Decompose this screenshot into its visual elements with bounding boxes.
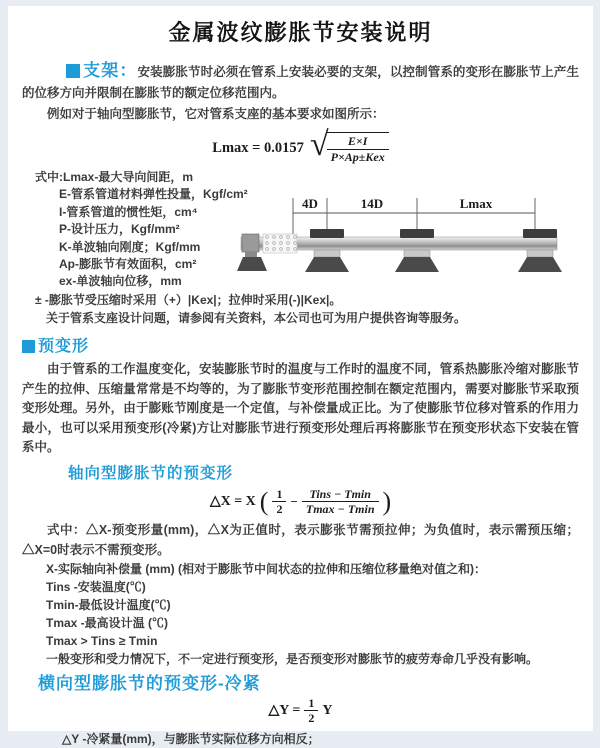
support-intro-text: 安装膨胀节时必须在管系上安装必要的支架，以控制管系的变形在膨胀节上产生的位移方向并限制在膨胀节的额定位移范围内。: [22, 65, 579, 100]
lmax-formula-numerator: E×I: [327, 134, 389, 149]
axial-definition-line: Tmax -最高设计温 (℃): [46, 615, 169, 630]
definition-line: I-管系管道的惯性矩，cm⁴: [59, 204, 198, 219]
axial-definition-line: Tmin-最低设计温度(℃): [46, 597, 171, 612]
axial-formula-explanation: 式中：△X-预变形量(mm)，△X为正值时，表示膨张节需预拉伸；为负值时，表示需预压缩；△X=0时表示不需预变形。: [22, 522, 579, 557]
definition-line: Ap-膨胀节有效面积，cm²: [59, 257, 197, 272]
fraction-numerator: Tins − Tmin: [302, 487, 379, 502]
definitions-and-diagram: [22, 169, 579, 291]
document-page: [8, 6, 593, 746]
dim-label-14d: 14D: [360, 196, 384, 211]
lateral-formula-note: △Y -冷紧量(mm)，与膨胀节实际位移方向相反；: [62, 731, 320, 746]
predeform-section-heading: [22, 336, 579, 358]
axial-formula-lhs: △X = X: [209, 494, 256, 509]
predeform-paragraph: 由于管系的工作温度变化，安装膨胀节时的温度与工作时的温度不同，管系热膨胀冷缩对膨胀节产生的拉伸、压缩量常常是不均等的，为了膨胀节变形范围控制在额定范围内，需要对膨胀节采取预变形处理。另外，由于膨账节刚度是一个定值，与补偿量成正比。为了使膨胀节位移对管系的作用力最小，也可以采用预变形(冷紧)方让对膨胀节进行预变形处理后再将膨胀节在预变形状态下安装在管系中。: [22, 362, 579, 454]
dim-label-lmax: Lmax: [459, 196, 493, 211]
dim-label-4d: 4D: [302, 196, 318, 211]
plusminus-note: ± -膨胀节受压缩时采用（+）|Kex|；拉伸时采用(-)|Kex|。: [35, 293, 342, 307]
guide-support: [305, 229, 349, 272]
lateral-predeform-formula: [22, 696, 579, 726]
page-title: 金属波纹膨胀节安装说明: [168, 20, 433, 45]
lmax-formula-fraction: [327, 134, 389, 164]
axial-definition-line: Tmax > Tins ≥ Tmin: [46, 633, 158, 648]
fraction-numerator: 1: [304, 696, 318, 711]
consult-note: 关于管系支座设计问题，请参阅有关资料，本公司也可为用户提供咨询等服务。: [46, 311, 467, 325]
axial-definition-line: Tins -安装温度(℃): [46, 579, 146, 594]
definition-line: E-管系管道材料弹性投量，Kgf/cm²: [59, 187, 248, 202]
lmax-formula: [22, 126, 579, 167]
lmax-formula-denominator: P×Ap±Kex: [330, 149, 385, 164]
definition-line: ex-单波轴向位移，mm: [59, 274, 182, 289]
fraction-denominator: 2: [276, 502, 283, 516]
fraction-numerator: 1: [272, 487, 286, 502]
lateral-formula-rhs: Y: [322, 702, 333, 718]
definition-line: 式中:Lmax-最大导向间距，m: [35, 170, 194, 184]
axial-definition-line: 一般变形和受力情况下，不一定进行预变形，是否预变形对膨胀节的疲劳寿命几乎没有影响。: [46, 651, 539, 666]
blue-square-bullet-icon: [22, 340, 35, 353]
lateral-predeform-heading: 横向型膨胀节的预变形-冷紧: [38, 673, 261, 693]
definition-line: P-设计压力，Kgf/mm²: [59, 222, 180, 237]
minus-sign: −: [290, 493, 298, 509]
fraction-denominator: 2: [308, 711, 315, 725]
guide-support: [518, 229, 562, 272]
lmax-formula-radicand: [327, 132, 389, 164]
guide-support: [395, 229, 439, 272]
blue-square-bullet-icon: [66, 64, 80, 78]
bellows-section: [263, 234, 297, 253]
support-section-heading: 支架：: [83, 61, 138, 80]
close-paren: ): [382, 486, 392, 516]
lateral-formula-lhs: △Y =: [268, 703, 301, 718]
one-half-fraction: [272, 487, 286, 517]
radical-sign: √: [309, 126, 329, 163]
pipe-support-diagram: [237, 191, 585, 291]
support-intro-paragraph: [22, 60, 579, 104]
axial-definition-line: X-实际轴向补偿量 (mm) (相对于膨胀节中间状态的拉伸和压缩位移量绝对值之和)：: [46, 561, 486, 576]
axial-predeform-formula: [22, 484, 579, 520]
support-example-line: 例如对于轴向型膨胀节，它对管系支座的基本要求如图所示：: [47, 107, 385, 121]
one-half-fraction: [304, 696, 318, 726]
temperature-fraction: [302, 487, 379, 517]
fraction-denominator: Tmax − Tmin: [305, 502, 375, 516]
predeform-heading-text: 预变形: [38, 338, 90, 355]
open-paren: (: [259, 486, 269, 516]
axial-predeform-heading: 轴向型膨胀节的预变形: [68, 464, 234, 482]
lmax-formula-lhs: Lmax = 0.0157: [212, 139, 304, 156]
definition-line: K-单波轴向刚度；Kgf/mm: [59, 239, 201, 254]
